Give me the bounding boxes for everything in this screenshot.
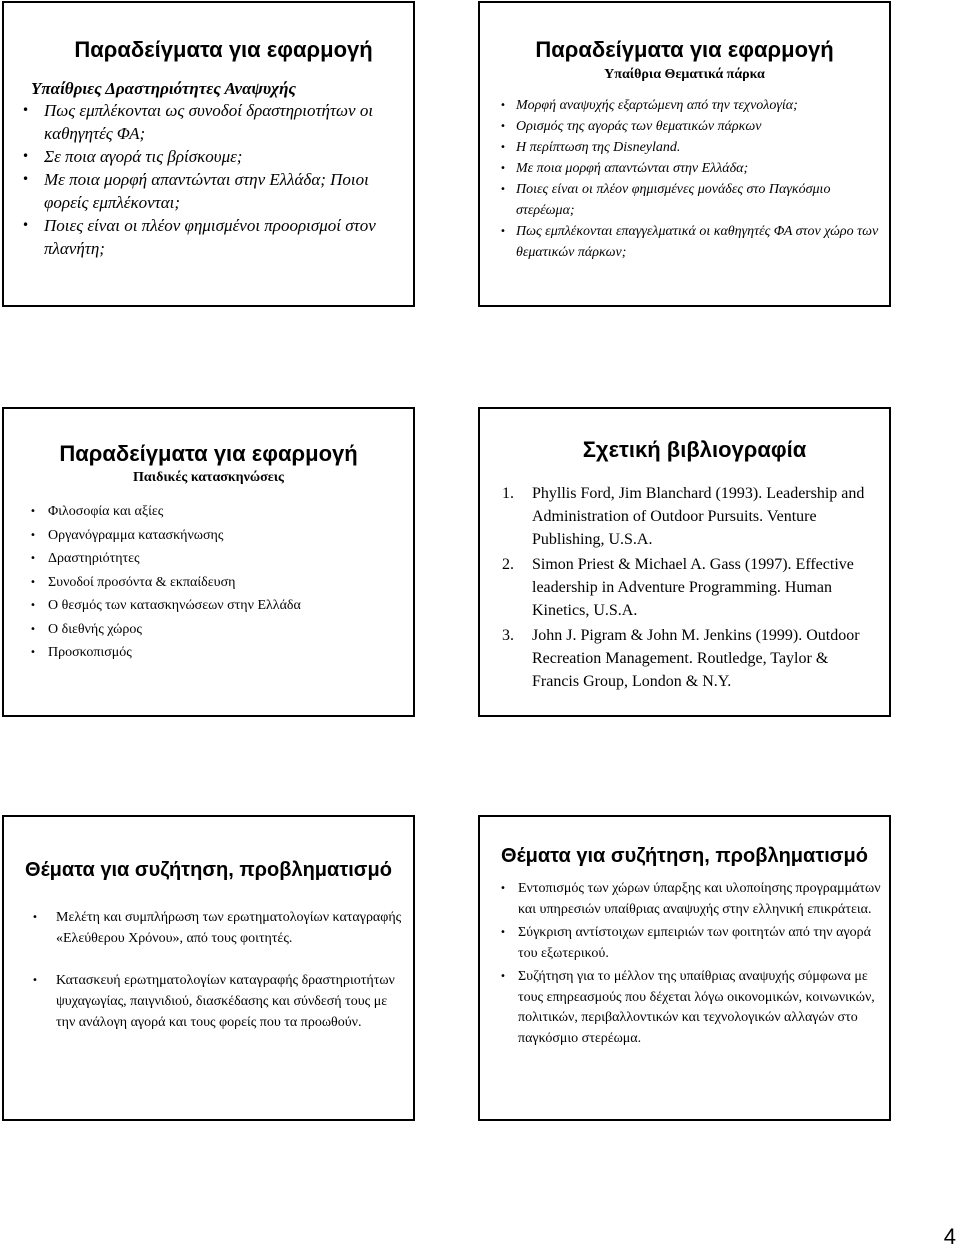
list-item — [26, 571, 396, 595]
list-item-text: Ορισμός της αγοράς των θεματικών πάρκων — [516, 119, 762, 134]
bullet-list — [496, 95, 881, 263]
slide-3 — [2, 407, 415, 717]
slide-subtitle: Υπαίθριες Δραστηριότητες Αναψυχής — [31, 79, 296, 98]
list-item — [496, 116, 881, 137]
slide-title: Θέματα για συζήτηση, προβληματισμό — [501, 845, 868, 867]
bullet-list — [496, 879, 881, 1052]
bullet-icon: • — [500, 226, 506, 237]
list-item-text: Με ποια μορφή απαντώνται στην Ελλάδα; Ποιοι φορείς εμπλέκονται; — [44, 170, 369, 212]
slide-6 — [478, 815, 891, 1121]
list-item — [16, 99, 401, 145]
reference-number: 1. — [502, 485, 514, 502]
list-item — [26, 641, 396, 665]
bullet-icon: • — [30, 576, 36, 588]
list-item-text: Οργανόγραμμα κατασκήνωσης — [48, 527, 224, 543]
slide-4 — [478, 407, 891, 717]
bullet-icon: • — [30, 623, 36, 635]
bullet-icon: • — [500, 184, 506, 195]
list-item-text: Πως εμπλέκονται ως συνοδοί δραστηριοτήτων οι καθηγητές ΦΑ; — [44, 101, 374, 143]
bullet-icon: • — [32, 912, 38, 923]
bullet-icon: • — [22, 172, 30, 186]
list-item-text: Πως εμπλέκονται επαγγελματικά οι καθηγητές ΦΑ στον χώρο των θεματικών πάρκων; — [516, 224, 879, 260]
bullet-icon: • — [500, 100, 506, 111]
list-item-text: Μελέτη και συμπλήρωση των ερωτηματολογίων καταγραφής «Ελεύθερου Χρόνου», από τους φοιτητές. — [56, 910, 402, 946]
slide-subtitle: Υπαίθρια Θεματικά πάρκα — [604, 67, 765, 82]
list-item-text: Με ποια μορφή απαντώνται στην Ελλάδα; — [516, 161, 749, 176]
slide-title: Θέματα για συζήτηση, προβληματισμό — [25, 859, 392, 881]
list-item-text: Φιλοσοφία και αξίες — [48, 504, 164, 519]
list-item-text: Η περίπτωση της Disneyland. — [516, 140, 681, 155]
list-item-text: Ο διεθνής χώρος — [48, 621, 142, 637]
bullet-icon: • — [30, 600, 36, 611]
list-item — [26, 618, 396, 642]
bullet-icon: • — [22, 149, 30, 163]
list-item — [26, 907, 406, 949]
bullet-list — [26, 500, 396, 665]
page-number: 4 — [943, 1224, 956, 1249]
list-item — [26, 524, 396, 548]
slide-title: Παραδείγματα για εφαρμογή — [59, 441, 358, 466]
reference-number: 2. — [502, 556, 514, 573]
list-item — [496, 967, 881, 1049]
reference-item — [500, 553, 870, 622]
list-item-text: Ποιες είναι οι πλέον φημισμένες μονάδες στο Παγκόσμιο στερέωμα; — [516, 182, 831, 218]
slide-title: Παραδείγματα για εφαρμογή — [74, 37, 373, 62]
bullet-list — [16, 99, 401, 260]
list-item — [496, 923, 881, 964]
list-item-text: Συζήτηση για το μέλλον της υπαίθριας αναψυχής σύμφωνα με τους επηρεασμούς που δέχεται λόγω οικονομικών, κοινωνικών, πολιτικών, περιβαλλοντικών και τεχνολογικών αλλαγών στο παγκόσμιο στερέωμα. — [518, 969, 875, 1046]
bullet-icon: • — [30, 647, 36, 658]
list-item — [16, 168, 401, 214]
list-item — [496, 179, 881, 221]
reference-text: Phyllis Ford, Jim Blanchard (1993). Leadership and Administration of Outdoor Pursuits. Venture Publishing, U.S.A. — [532, 485, 865, 548]
list-item-text: Κατασκευή ερωτηματολογίων καταγραφής δραστηριοτήτων ψυχαγωγίας, παιγνιδιού, διασκέδασης και σύνδεσή τους με την ανάλογη αγορά και τους φορείς που τα προωθούν. — [56, 973, 395, 1030]
list-item-text: Σύγκριση αντίστοιχων εμπειριών των φοιτητών από την αγορά του εξωτερικού. — [518, 925, 871, 961]
bullet-icon: • — [500, 971, 506, 982]
bullet-icon: • — [30, 506, 36, 517]
list-item — [26, 970, 406, 1033]
list-item-text: Συνοδοί προσόντα & εκπαίδευση — [48, 574, 236, 590]
bullet-icon: • — [30, 529, 36, 541]
reference-number: 3. — [502, 627, 514, 644]
reference-text: John J. Pigram & John M. Jenkins (1999). Outdoor Recreation Management. Routledge, Taylor & Francis Group, London & N.Y. — [532, 627, 860, 690]
bullet-icon: • — [500, 163, 506, 174]
slide-subtitle: Παιδικές κατασκηνώσεις — [133, 470, 284, 485]
list-item-text: Μορφή αναψυχής εξαρτώμενη από την τεχνολογία; — [516, 98, 798, 113]
list-item — [496, 221, 881, 263]
reference-text: Simon Priest & Michael A. Gass (1997). Effective leadership in Adventure Programming. Human Kinetics, U.S.A. — [532, 556, 854, 619]
slide-2 — [478, 1, 891, 307]
slide-title: Παραδείγματα για εφαρμογή — [535, 37, 834, 62]
list-item-text: Προσκοπισμός — [48, 645, 132, 660]
list-item-text: Σε ποια αγορά τις βρίσκουμε; — [44, 147, 243, 166]
list-item — [496, 95, 881, 116]
list-item-text: Ο θεσμός των κατασκηνώσεων στην Ελλάδα — [48, 598, 301, 613]
reference-item — [500, 482, 870, 551]
list-item — [496, 158, 881, 179]
bullet-icon: • — [22, 103, 30, 117]
slide-1 — [2, 1, 415, 307]
slide-5 — [2, 815, 415, 1121]
list-item — [26, 500, 396, 524]
list-item — [496, 879, 881, 920]
list-item-text: Δραστηριότητες — [48, 551, 140, 566]
list-item — [496, 137, 881, 158]
list-item-text: Ποιες είναι οι πλέον φημισμένοι προορισμοί στον πλανήτη; — [44, 216, 376, 258]
reference-item — [500, 624, 870, 693]
bullet-list — [26, 907, 406, 1054]
list-item — [26, 547, 396, 571]
bullet-icon: • — [22, 218, 30, 232]
bullet-icon: • — [500, 142, 506, 153]
list-item-text: Εντοπισμός των χώρων ύπαρξης και υλοποίησης προγραμμάτων και υπηρεσιών υπαίθριας αναψυχής στην ελληνική επικράτεια. — [518, 881, 881, 917]
bullet-icon: • — [32, 975, 38, 986]
slide-title: Σχετική βιβλιογραφία — [582, 437, 807, 462]
list-item — [16, 214, 401, 260]
list-item — [16, 145, 401, 168]
list-item — [26, 594, 396, 618]
bullet-icon: • — [500, 927, 506, 938]
bullet-icon: • — [500, 883, 506, 894]
reference-list — [500, 482, 870, 695]
bullet-icon: • — [30, 553, 36, 564]
bullet-icon: • — [500, 121, 506, 132]
